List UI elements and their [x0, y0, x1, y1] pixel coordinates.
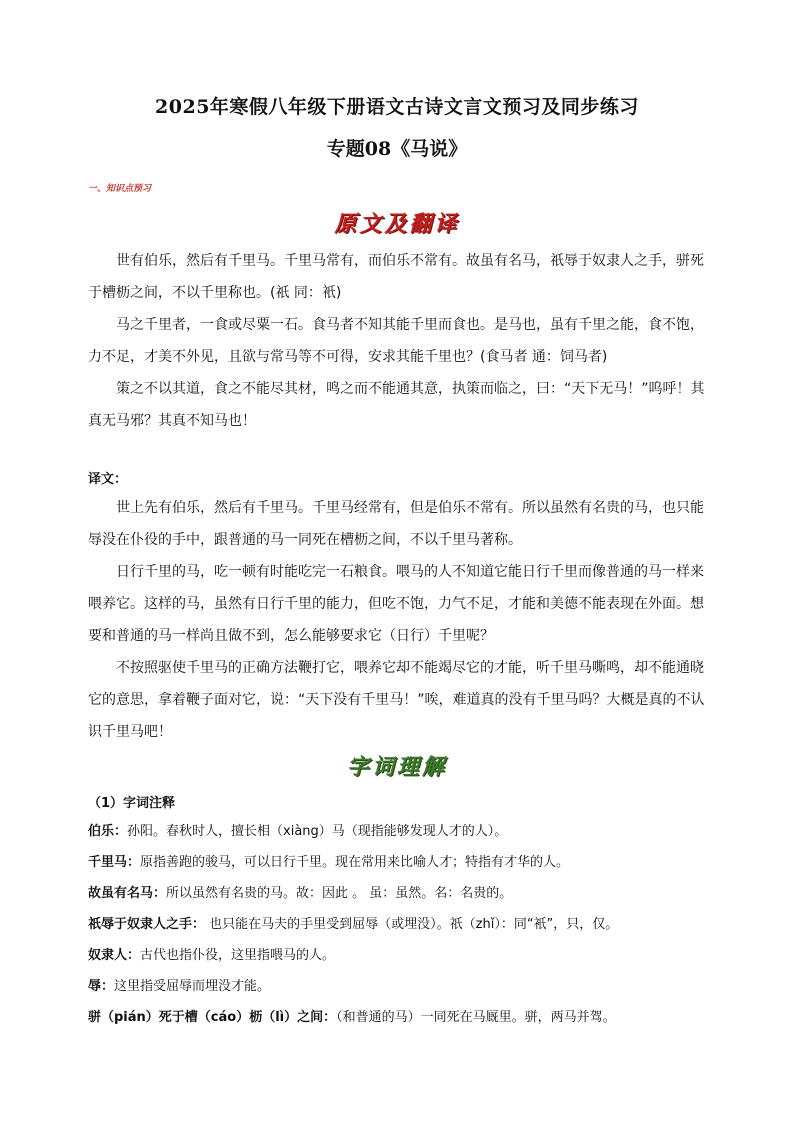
definition-item — [88, 884, 728, 904]
heading-word-understanding: 字词理解 — [346, 754, 447, 780]
definition-term: 祇辱于奴隶人之手： — [88, 917, 206, 932]
definition-item — [88, 853, 728, 873]
definition-item — [88, 977, 728, 997]
definition-text: 孙阳。春秋时人，擅长相（xiàng）马（现指能够发现人才的人）。 — [127, 824, 508, 839]
definition-term: 骈（pián）死于槽（cáo）枥（lì）之间： — [88, 1010, 337, 1025]
original-paragraph-2: 马之千里者，一食或尽粟一石。食马者不知其能千里而食也。是马也，虽有千里之能，食不饱，力不足，才美不外见，且欲与常马等不可得，安求其能千里也？(食马者 通：饲马者) — [88, 317, 704, 365]
definition-item — [88, 822, 728, 842]
translation-paragraph-3: 不按照驱使千里马的正确方法鞭打它，喂养它却不能竭尽它的才能，听千里马嘶鸣，却不能通晓它的意思，拿着鞭子面对它，说：“天下没有千里马！”唉，难道真的没有千里马吗？大概是真的不认识千里马吧！ — [88, 660, 705, 740]
original-paragraph-1: 世有伯乐，然后有千里马。千里马常有，而伯乐不常有。故虽有名马，祇辱于奴隶人之手，骈死于槽枥之间，不以千里称也。(祇 同：衹) — [88, 253, 704, 301]
definition-text: 这里指受屈辱而埋没才能。 — [114, 979, 271, 994]
definition-term: 奴隶人： — [88, 948, 141, 963]
definition-text: 所以虽然有名贵的马。故：因此 。 虽：虽然。名：名贵的。 — [166, 886, 513, 901]
definition-text: （和普通的马）一同死在马厩里。骈，两马并驾。 — [336, 1010, 616, 1025]
translation-paragraph-2: 日行千里的马，吃一顿有时能吃完一石粮食。喂马的人不知道它能日行千里而像普通的马一样来喂养它。这样的马，虽然有日行千里的能力，但吃不饱，力气不足，才能和美德不能表现在外面。想要和普通的马一样尚且做不到，怎么能够要求它（日行）千里呢？ — [88, 564, 704, 644]
definition-item — [88, 915, 728, 935]
definition-term: 伯乐： — [88, 824, 128, 839]
definition-item — [88, 946, 728, 966]
definition-text: 原指善跑的骏马，可以日行千里。现在常用来比喻人才；特指有才华的人。 — [140, 855, 570, 870]
definition-term: 故虽有名马： — [88, 886, 167, 901]
section-tag: 一、知识点预习 — [88, 184, 152, 194]
document-subtitle: 专题08《马说》 — [326, 138, 468, 160]
definition-term: 辱： — [88, 979, 115, 994]
definition-text: 也只能在马夫的手里受到屈辱（或埋没）。祇（zhǐ）：同“衹”，只，仅。 — [205, 917, 619, 932]
document-title: 2025年寒假八年级下册语文古诗文言文预习及同步练习 — [155, 96, 639, 118]
word-notes-label: （1）字词注释 — [88, 796, 176, 811]
original-paragraph-3: 策之不以其道，食之不能尽其材，鸣之而不能通其意，执策而临之，曰：“天下无马！”呜呼！其真无马邪？其真不知马也！ — [88, 381, 705, 429]
definition-item — [88, 1008, 728, 1028]
translation-label: 译文： — [88, 472, 128, 487]
heading-original-translation: 原文及翻译 — [334, 211, 460, 237]
definition-term: 千里马： — [88, 855, 141, 870]
translation-paragraph-1: 世上先有伯乐，然后有千里马。千里马经常有，但是伯乐不常有。所以虽然有名贵的马，也只能辱没在仆役的手中，跟普通的马一同死在槽枥之间，不以千里马著称。 — [88, 500, 704, 548]
definition-text: 古代也指仆役，这里指喂马的人。 — [140, 948, 336, 963]
